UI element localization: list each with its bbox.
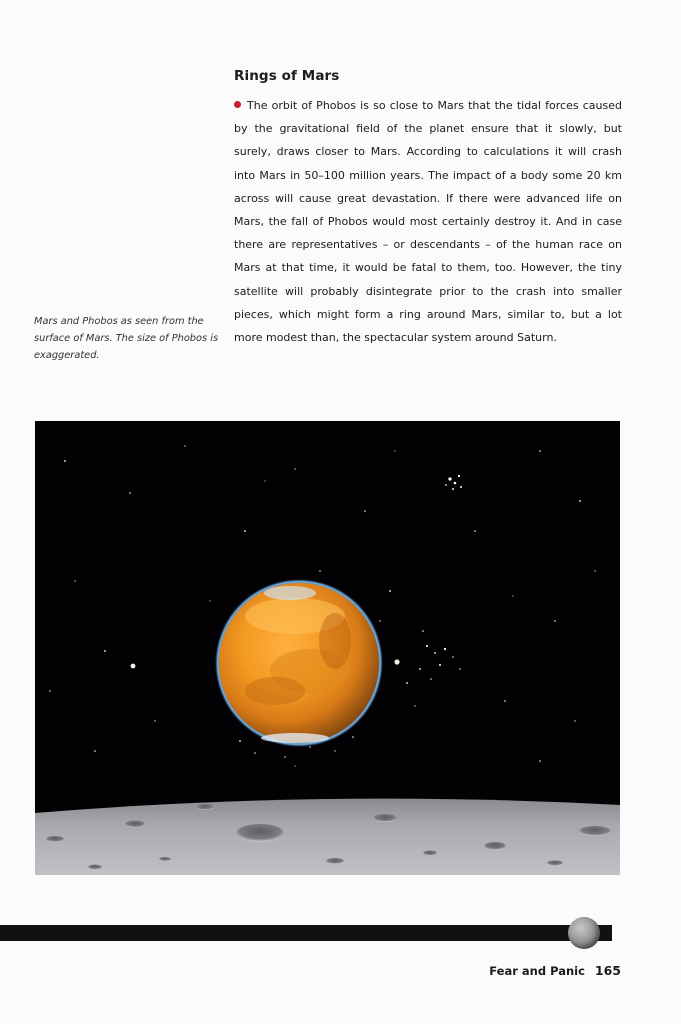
section-heading: Rings of Mars: [234, 68, 340, 84]
chapter-title: Fear and Panic: [489, 964, 585, 978]
moon-icon: [568, 917, 600, 949]
body-paragraph-text: The orbit of Phobos is so close to Mars that the tidal forces caused by the gravitational field of the planet ensure that it slowly, but surely, draws closer to Mars. According to calculations it will crash into Mars in 50–100 million years. The impact of a body some 20 km across will cause great devastation. If there were advanced life on Mars, the fall of Phobos would most certainly destroy it. And in case there are representatives – or descendants – of the human race on Mars at that time, it would be fatal to them, too. However, the tiny satellite will probably disintegrate prior to the crash into smaller pieces, which might form a ring around Mars, similar to, but a lot more modest than, the spectacular system around Saturn.: [234, 99, 622, 345]
figure-caption: Mars and Phobos as seen from the surface of Mars. The size of Phobos is exaggerated.: [34, 316, 219, 361]
mars-phobos-illustration: [35, 421, 620, 875]
bullet-marker: [234, 101, 241, 108]
mars-planet: [215, 579, 383, 747]
footer-bar: [0, 925, 612, 941]
body-paragraph: [234, 94, 622, 349]
page-footer: [489, 963, 621, 978]
page-number: 165: [594, 963, 621, 978]
phobos-surface: [35, 799, 620, 875]
